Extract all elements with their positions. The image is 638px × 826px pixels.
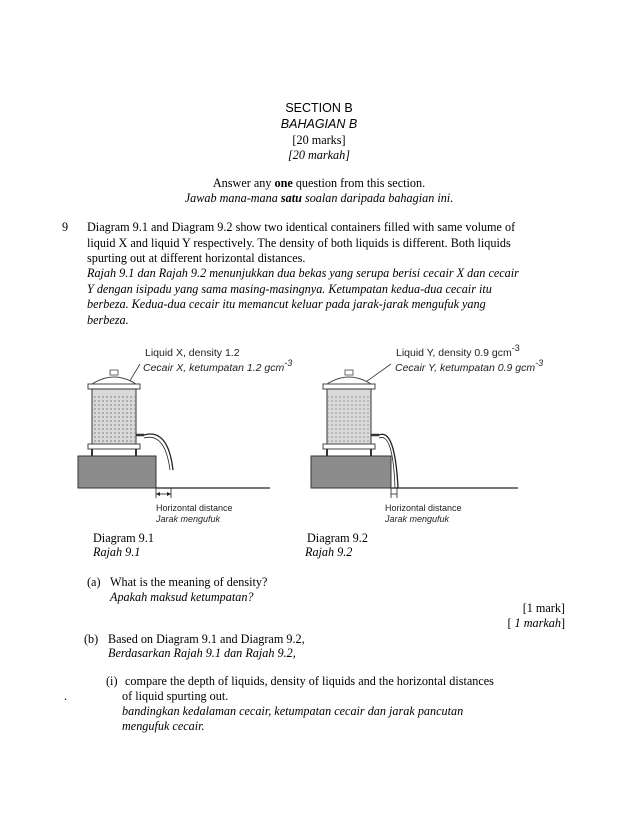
- diagram-9-2-distance-en: Horizontal distance: [385, 503, 462, 513]
- diagram-9-2-label-ms: Cecair Y, ketumpatan 0.9 gcm-3: [395, 358, 544, 374]
- part-a-text-ms: Apakah maksud ketumpatan?: [110, 590, 254, 604]
- caption-9-2: Diagram 9.2: [307, 531, 368, 545]
- section-marks: [20 marks]: [292, 133, 346, 147]
- part-a-label: (a): [87, 575, 101, 589]
- diagram-9-1-distance-ms: Jarak mengufuk: [156, 514, 221, 524]
- part-b-i-text-en-2: of liquid spurting out.: [122, 689, 229, 703]
- caption-9-1-ms: Rajah 9.1: [93, 545, 141, 559]
- section-title: SECTION B: [285, 101, 353, 115]
- diagram-9-1-distance-en: Horizontal distance: [156, 503, 233, 513]
- section-marks-ms: [20 markah]: [288, 148, 350, 162]
- diagram-9-2: [303, 340, 563, 525]
- question-text-en: Diagram 9.1 and Diagram 9.2 show two identical containers filled with same volume of liquid X and liquid Y respectively. The density of both liquids is different. Both liquids spurting out at different horizontal distances.: [87, 220, 516, 265]
- diagram-9-1-label-ms: Cecair X, ketumpatan 1.2 gcm-3: [143, 358, 293, 374]
- part-b-i-text-ms-2: mengufuk cecair.: [122, 719, 205, 733]
- instruction-ms: Jawab mana-mana satu soalan daripada bahagian ini.: [184, 191, 454, 205]
- diagram-9-2-label-en: Liquid Y, density 0.9 gcm-3: [396, 343, 520, 359]
- caption-9-1: Diagram 9.1: [93, 531, 154, 545]
- part-b-i-text-en-1: compare the depth of liquids, density of liquids and the horizontal distances: [125, 674, 494, 688]
- margin-dot: .: [64, 689, 68, 703]
- instruction-en: Answer any one question from this section.: [212, 176, 426, 190]
- part-a-marks: [1 mark]: [522, 601, 565, 615]
- question-text-ms: Rajah 9.1 dan Rajah 9.2 menunjukkan dua bekas yang serupa berisi cecair X dan cecair Y dengan isipadu yang sama masing-masingnya. Ketumpatan kedua-dua cecair itu berbeza. Kedua-dua cecair itu memancut keluar pada jarak-jarak mengufuk yang berbeza.: [87, 266, 519, 327]
- part-b-label: (b): [84, 632, 99, 646]
- part-b-i-text-ms-1: bandingkan kedalaman cecair, ketumpatan cecair dan jarak pancutan: [122, 704, 464, 718]
- part-b-text-en: Based on Diagram 9.1 and Diagram 9.2,: [108, 632, 305, 646]
- part-b-text-ms: Berdasarkan Rajah 9.1 dan Rajah 9.2,: [108, 646, 296, 660]
- diagram-9-2-distance-ms: Jarak mengufuk: [385, 514, 450, 524]
- diagram-9-1-label-en: Liquid X, density 1.2: [145, 347, 240, 359]
- caption-9-2-ms: Rajah 9.2: [305, 545, 353, 559]
- question-number: 9: [62, 220, 69, 234]
- part-a-text-en: What is the meaning of density?: [110, 575, 268, 589]
- part-a-marks-ms: [ 1 markah]: [507, 616, 565, 630]
- section-title-ms: BAHAGIAN B: [280, 117, 358, 131]
- diagram-9-1: [70, 340, 293, 525]
- part-b-i-label: (i): [106, 674, 118, 688]
